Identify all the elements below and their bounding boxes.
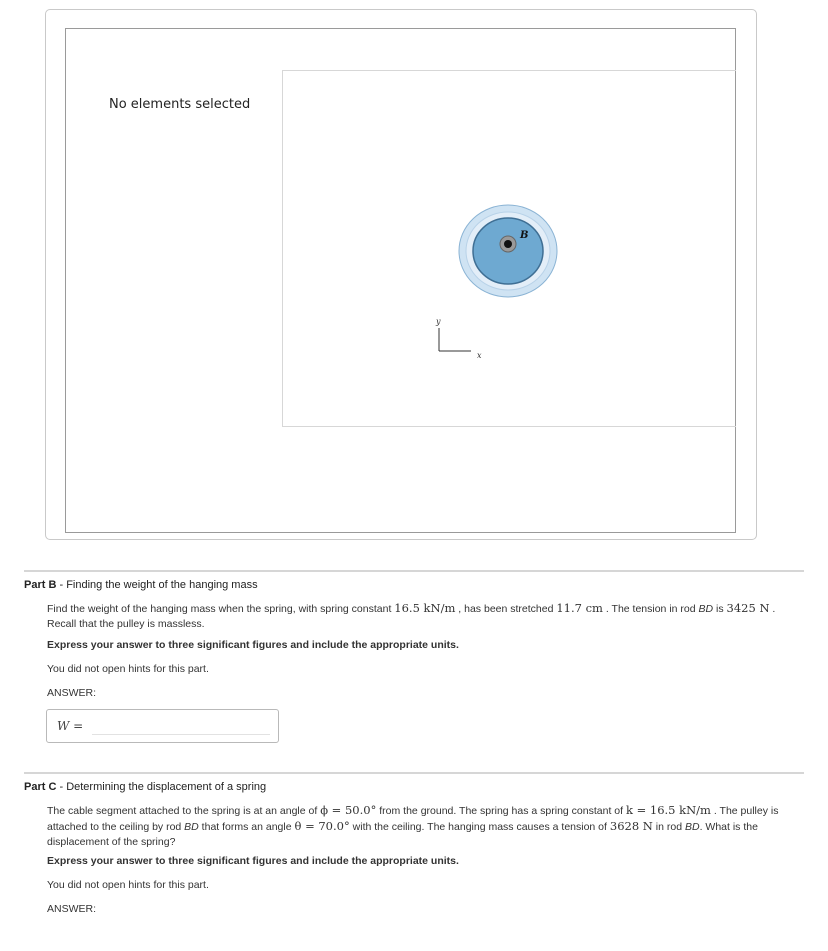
part-b-title: Finding the weight of the hanging mass (66, 579, 258, 591)
part-b-tension: 3425 N (726, 601, 770, 615)
part-c-answer-label: ANSWER: (47, 903, 97, 915)
part-c-question (47, 803, 807, 850)
x-axis-label: x (477, 351, 482, 360)
part-b-stretch: 11.7 cm (556, 601, 603, 615)
part-b-q-text-5: . Recall that the pulley is massless. (47, 603, 776, 630)
part-c-title: Determining the displacement of a spring (66, 781, 267, 793)
part-b-heading: Part B - Finding the weight of the hanging mass (24, 579, 258, 591)
pulley-axle (504, 240, 512, 248)
part-c-tension: 3628 N (609, 819, 653, 833)
part-c-phi: ϕ = 50.0° (320, 803, 377, 817)
part-b-q-text-3: . The tension in rod (602, 603, 699, 615)
part-c-separator (24, 772, 804, 774)
weight-answer-input[interactable] (92, 718, 270, 735)
y-axis-label: y (436, 317, 441, 326)
part-b-separator (24, 570, 804, 572)
part-c-theta: θ = 70.0° (294, 819, 350, 833)
part-b-prefix: Part B (24, 579, 57, 591)
part-c-hints-status: You did not open hints for this part. (47, 879, 209, 891)
part-c-q-text-2: from the ground. The spring has a spring constant of (376, 805, 626, 817)
answer-variable-label (57, 719, 83, 733)
part-b-q-text-2: , has been stretched (455, 603, 557, 615)
point-b-label: B (520, 230, 529, 241)
part-c-q-text-7: . What is the displacement of the spring? (47, 821, 758, 848)
part-c-prefix: Part C (24, 781, 57, 793)
part-c-spring-constant: k = 16.5 kN/m (625, 803, 711, 817)
part-b-q-text-4: is (713, 603, 727, 615)
part-c-q-text-3: . The pulley is attached to the ceiling by rod (47, 805, 779, 833)
answer-variable: W (57, 719, 70, 733)
part-c-q-text-6: in rod (652, 821, 685, 833)
part-b-answer-box (46, 709, 279, 743)
part-c-heading: Part C - Determining the displacement of a spring (24, 781, 267, 793)
coordinate-axes (427, 314, 489, 366)
pulley-diagram[interactable] (457, 203, 559, 299)
part-b-question (47, 601, 807, 632)
part-c-rod-name: BD (184, 821, 199, 833)
part-c-q-text-5: with the ceiling. The hanging mass causes a tension of (349, 821, 610, 833)
part-b-hints-status: You did not open hints for this part. (47, 663, 209, 675)
part-b-instruction: Express your answer to three significant figures and include the appropriate units. (47, 639, 459, 651)
part-c-instruction: Express your answer to three significant figures and include the appropriate units. (47, 855, 459, 867)
answer-equals: = (69, 719, 84, 733)
selection-status: No elements selected (109, 97, 251, 112)
part-b-spring-constant: 16.5 kN/m (394, 601, 456, 615)
part-c-q-text-1: The cable segment attached to the spring is at an angle of (47, 805, 321, 817)
part-b-q-text-1: Find the weight of the hanging mass when the spring, with spring constant (47, 603, 395, 615)
part-c-q-text-4: that forms an angle (198, 821, 295, 833)
part-b-rod-name: BD (698, 603, 714, 615)
part-b-answer-label: ANSWER: (47, 687, 97, 699)
part-c-rod-name-2: BD (684, 821, 700, 833)
